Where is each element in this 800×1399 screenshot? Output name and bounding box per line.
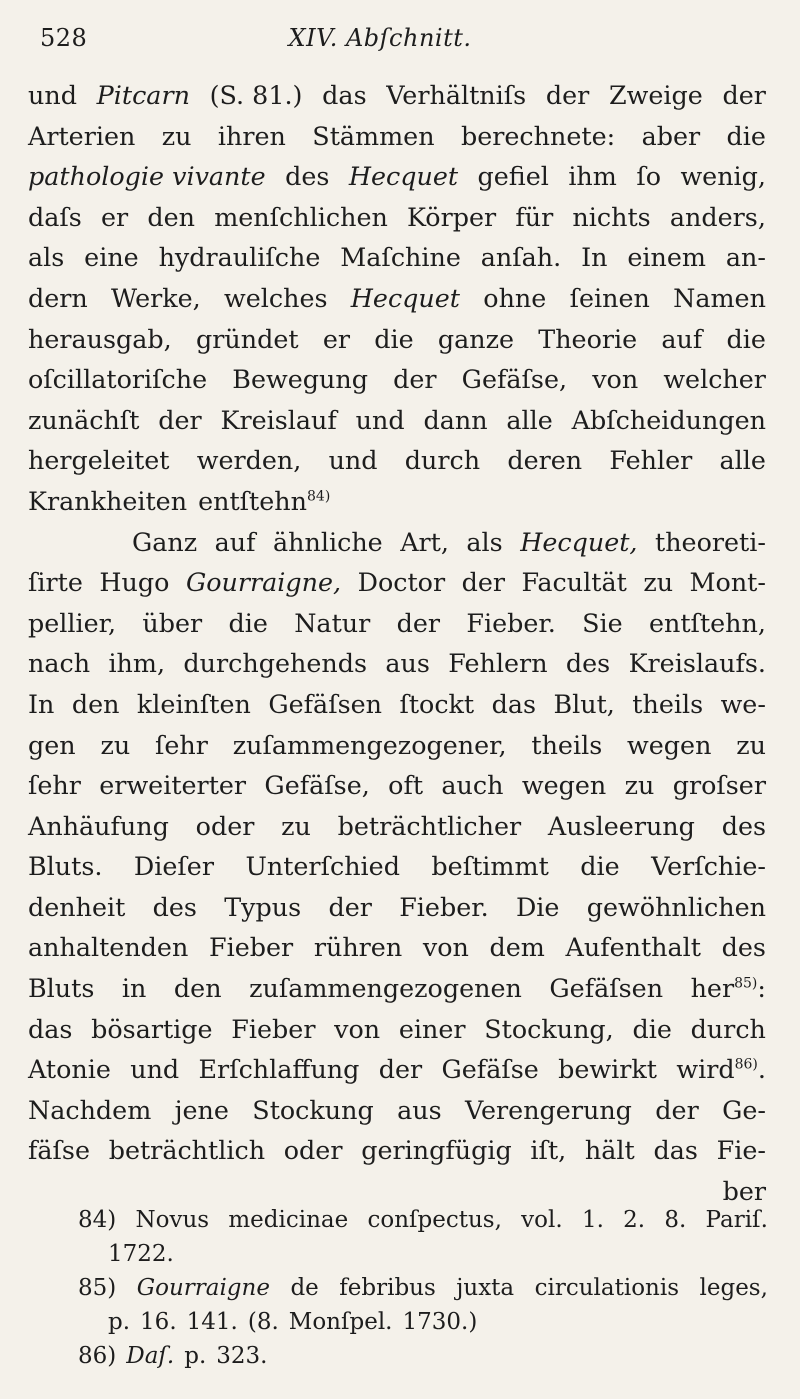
word: Kreislauf — [220, 404, 337, 435]
word: Abſcheidungen — [571, 404, 766, 435]
word: Kreislaufs. — [628, 648, 766, 679]
text-line — [28, 440, 766, 481]
footnotes — [78, 1203, 768, 1373]
word: alle — [506, 404, 553, 435]
word: Namen — [673, 282, 766, 313]
word: des — [721, 810, 766, 841]
word: jene — [174, 1094, 229, 1125]
word: ähnliche — [273, 526, 383, 557]
word: medicinae — [228, 1207, 349, 1233]
word: für — [515, 201, 554, 232]
word: kleinſten — [136, 688, 251, 719]
word: Verſchie- — [651, 851, 766, 882]
word: berechnete: — [460, 120, 616, 151]
word: Die — [515, 891, 560, 922]
word: Gefäſse, — [461, 364, 568, 395]
word: ganze — [437, 323, 515, 354]
word: er — [322, 323, 350, 354]
text-line — [28, 481, 766, 522]
word: rühren — [313, 932, 403, 963]
word: wegen — [627, 729, 712, 760]
word: ohne — [483, 282, 547, 313]
word: Ge- — [722, 1094, 766, 1125]
text-line — [28, 927, 766, 968]
word: Nachdem — [28, 1094, 152, 1125]
word: wegen — [521, 770, 607, 801]
word: beträchtlicher — [337, 810, 522, 841]
text-line — [28, 603, 766, 644]
word: Gourraigne, — [185, 567, 342, 598]
word: Ausleerung — [547, 810, 695, 841]
word: de — [290, 1275, 319, 1301]
word: den — [147, 201, 196, 232]
word: und — [130, 1054, 180, 1085]
word: Gefäſsen — [268, 688, 382, 719]
text-line — [28, 197, 766, 238]
word: an- — [725, 242, 766, 273]
word: 84) — [78, 1207, 117, 1233]
word: zu — [100, 729, 131, 760]
text-line — [28, 1049, 766, 1090]
word: ſeinen — [569, 282, 650, 313]
word: zunächſt — [28, 404, 140, 435]
word: oft — [388, 770, 424, 801]
word: Aufenthalt — [565, 932, 701, 963]
running-title: XIV. Abſchnitt. — [288, 24, 472, 52]
word: der — [393, 364, 437, 395]
word: wird$^{86)}$. — [676, 1054, 766, 1085]
text-line — [28, 562, 766, 603]
word: und — [328, 445, 378, 476]
word: der — [396, 607, 441, 638]
word: durch — [404, 445, 481, 476]
word: (8. — [247, 1309, 279, 1335]
word: theils — [632, 688, 704, 719]
word: 8. — [664, 1207, 687, 1233]
word: Doctor — [357, 567, 446, 598]
word: Körper — [407, 201, 497, 232]
word: Gefäſse, — [264, 770, 370, 801]
word: ſo — [636, 161, 661, 192]
word: den — [71, 688, 120, 719]
word: 85) — [78, 1275, 117, 1301]
text-line — [28, 522, 766, 563]
word: anders, — [669, 201, 766, 232]
word: entſtehn, — [648, 607, 766, 638]
page-number: 528 — [40, 24, 88, 52]
word: dern — [28, 282, 88, 313]
main-text — [28, 75, 766, 1212]
word: Bluts. — [28, 851, 103, 882]
word: der — [378, 1054, 423, 1085]
text-line — [28, 75, 766, 116]
word: er — [101, 201, 129, 232]
word: Fieber — [208, 932, 294, 963]
word: pellier, — [28, 607, 117, 638]
word: anhaltenden — [28, 932, 189, 963]
word: zu — [281, 810, 311, 841]
text-line — [28, 237, 766, 278]
word: von — [334, 1013, 381, 1044]
word: nach — [28, 648, 91, 679]
word: Hecquet, — [520, 526, 638, 557]
word: Hecquet — [348, 161, 459, 192]
word: anſah. — [480, 242, 562, 273]
word: 1722. — [108, 1241, 174, 1267]
word: herausgab, — [28, 323, 172, 354]
word: p. — [108, 1309, 131, 1335]
text-line — [28, 319, 766, 360]
word: welches — [224, 282, 328, 313]
word: theils — [531, 729, 603, 760]
word: eine — [84, 242, 139, 273]
word: auf — [661, 323, 703, 354]
word: Fieber — [231, 1013, 316, 1044]
word: der — [545, 80, 590, 110]
word: des — [721, 932, 766, 963]
word: p. — [184, 1343, 207, 1369]
text-line — [28, 156, 766, 197]
word: hergeleitet — [28, 445, 170, 476]
word: bösartige — [91, 1013, 213, 1044]
word: denheit — [28, 891, 126, 922]
word: theoreti- — [654, 526, 766, 557]
word: 16. — [140, 1309, 177, 1335]
word: die — [228, 607, 268, 638]
word: her$^{85)}$: — [690, 973, 766, 1004]
word: zu — [736, 729, 766, 760]
word: ber — [722, 1176, 766, 1207]
word: und — [355, 404, 405, 435]
word: Arterien — [28, 120, 136, 151]
word: nichts — [572, 201, 651, 232]
word: Anhäufung — [28, 810, 169, 841]
word: ſehr — [28, 770, 81, 801]
word: ihren — [217, 120, 286, 151]
word: Fieber. — [466, 607, 556, 638]
word: oder — [195, 810, 255, 841]
word: die — [726, 323, 766, 354]
word: über — [142, 607, 203, 638]
word: ſehr — [155, 729, 208, 760]
word: deren — [507, 445, 583, 476]
word: Typus — [224, 891, 302, 922]
word: durchgehends — [183, 648, 368, 679]
punctuation: . — [757, 1054, 766, 1085]
text-line — [28, 1130, 766, 1171]
word: Maſchine — [340, 242, 461, 273]
word: Werke, — [111, 282, 201, 313]
word: Atonie — [28, 1054, 111, 1085]
word: iſt, — [530, 1135, 567, 1166]
word: Facultät — [521, 567, 627, 598]
word: juxta — [456, 1275, 515, 1301]
word: Gefäſse — [441, 1054, 539, 1085]
word: einem — [627, 242, 706, 273]
word: der — [461, 567, 506, 598]
word: Zweige — [609, 80, 703, 110]
word: Natur — [294, 607, 371, 638]
word: conſpectus, — [367, 1207, 502, 1233]
word: Pariſ. — [705, 1207, 768, 1233]
word: fäſse — [28, 1135, 90, 1166]
word: entſtehn$^{84)}$ — [198, 485, 331, 516]
word: die — [374, 323, 414, 354]
word: Sie — [582, 607, 623, 638]
word: Gefäſsen — [549, 973, 664, 1004]
word: febribus — [339, 1275, 436, 1301]
word: ſtockt — [399, 688, 475, 719]
footnote-line — [78, 1339, 768, 1373]
word: (S. 81.) — [209, 80, 303, 110]
word: Fehler — [609, 445, 693, 476]
word: 323. — [216, 1343, 268, 1369]
word: Theorie — [538, 323, 638, 354]
word: zuſammengezogener, — [232, 729, 507, 760]
word: ſirte — [28, 567, 83, 598]
word: aus — [385, 648, 430, 679]
word: 2. — [623, 1207, 646, 1233]
word: hydrauliſche — [158, 242, 321, 273]
word: Gourraigne — [136, 1275, 270, 1301]
word: ihm — [568, 161, 617, 192]
word: pathologie vivante — [28, 161, 266, 192]
word: zuſammengezogenen — [249, 973, 522, 1004]
word: Hecquet — [350, 282, 461, 313]
footnote-line — [78, 1237, 768, 1271]
word: Novus — [135, 1207, 210, 1233]
word: Fehlern — [448, 648, 548, 679]
word: Hugo — [99, 567, 170, 598]
word: bewirkt — [558, 1054, 658, 1085]
word: circulationis — [534, 1275, 680, 1301]
word: der — [655, 1094, 699, 1125]
punctuation: : — [757, 973, 766, 1004]
word: von — [422, 932, 469, 963]
word: der — [722, 80, 766, 110]
text-line — [28, 1009, 766, 1050]
footnote-reference: 85) — [734, 975, 758, 992]
word: menſchlichen — [214, 201, 388, 232]
word: oder — [283, 1135, 343, 1166]
word: dem — [489, 932, 545, 963]
word: leges, — [699, 1275, 768, 1301]
word: auf — [214, 526, 256, 557]
word: gründet — [196, 323, 299, 354]
word: Monſpel. — [288, 1309, 393, 1335]
word: Stockung, — [484, 1013, 614, 1044]
word: hält — [584, 1135, 635, 1166]
text-line — [28, 765, 766, 806]
word: und — [28, 80, 77, 110]
word: des — [285, 161, 330, 192]
word: wenig, — [680, 161, 766, 192]
word: 1730.) — [402, 1309, 478, 1335]
word: Stämmen — [312, 120, 435, 151]
word: gen — [28, 729, 76, 760]
word: ihm, — [108, 648, 166, 679]
word: Fie- — [716, 1135, 766, 1166]
word: des — [565, 648, 611, 679]
word: Bluts — [28, 973, 95, 1004]
text-line — [28, 725, 766, 766]
word: In — [28, 688, 55, 719]
text-line — [28, 643, 766, 684]
word: einer — [398, 1013, 466, 1044]
word: das — [491, 688, 536, 719]
word: das — [322, 80, 367, 110]
text-line — [28, 278, 766, 319]
word: das — [653, 1135, 698, 1166]
text-line — [28, 806, 766, 847]
word: die — [726, 120, 766, 151]
word: Stockung — [252, 1094, 374, 1125]
word: Bewegung — [232, 364, 368, 395]
word: groſser — [672, 770, 766, 801]
word: Verengerung — [465, 1094, 632, 1125]
word: aber — [641, 120, 701, 151]
word: durch — [690, 1013, 766, 1044]
text-line — [28, 846, 766, 887]
word: die — [632, 1013, 672, 1044]
word: in — [121, 973, 147, 1004]
word: Pitcarn — [96, 80, 190, 110]
footnote-line — [78, 1203, 768, 1237]
word: Art, — [400, 526, 449, 557]
word: Unterſchied — [245, 851, 400, 882]
word: zu — [643, 567, 674, 598]
word: von — [592, 364, 639, 395]
word: Blut, — [553, 688, 615, 719]
word: gewöhnlichen — [586, 891, 766, 922]
text-line — [28, 116, 766, 157]
word: geringfügig — [361, 1135, 512, 1166]
word: Dieſer — [133, 851, 214, 882]
word: des — [152, 891, 197, 922]
word: auch — [441, 770, 504, 801]
word: Fieber. — [399, 891, 489, 922]
text-line — [28, 359, 766, 400]
word: erweiterter — [99, 770, 247, 801]
word: 1. — [581, 1207, 604, 1233]
word: Krankheiten — [28, 485, 188, 516]
word: welcher — [663, 364, 766, 395]
word: der — [158, 404, 202, 435]
word: alle — [719, 445, 766, 476]
footnote-reference: 84) — [307, 488, 331, 505]
footnote-line — [78, 1305, 768, 1339]
word: die — [580, 851, 620, 882]
word: vol. — [521, 1207, 563, 1233]
word: Erſchlaffung — [198, 1054, 360, 1085]
word: gefiel — [477, 161, 549, 192]
word: oſcillatoriſche — [28, 364, 208, 395]
text-line — [28, 968, 766, 1009]
word: beträchtlich — [108, 1135, 266, 1166]
word: 86) — [78, 1343, 117, 1369]
word: dann — [423, 404, 488, 435]
word: Mont- — [689, 567, 766, 598]
word: zu — [624, 770, 655, 801]
word: Daſ. — [126, 1343, 175, 1369]
text-line — [28, 684, 766, 725]
word: das — [28, 1013, 73, 1044]
footnote-reference: 86) — [734, 1056, 758, 1073]
word: Verhältniſs — [386, 80, 527, 110]
text-line — [28, 400, 766, 441]
word: daſs — [28, 201, 82, 232]
text-line — [28, 887, 766, 928]
text-line — [28, 1090, 766, 1131]
word: we- — [720, 688, 766, 719]
footnote-line — [78, 1271, 768, 1305]
page-header — [40, 18, 770, 58]
word: Ganz — [132, 526, 198, 557]
word: zu — [161, 120, 192, 151]
word: der — [328, 891, 372, 922]
word: den — [173, 973, 222, 1004]
word: werden, — [196, 445, 302, 476]
word: als — [466, 526, 503, 557]
word: aus — [397, 1094, 442, 1125]
word: beſtimmt — [431, 851, 549, 882]
word: In — [581, 242, 608, 273]
word: 141. — [186, 1309, 238, 1335]
word: als — [28, 242, 65, 273]
